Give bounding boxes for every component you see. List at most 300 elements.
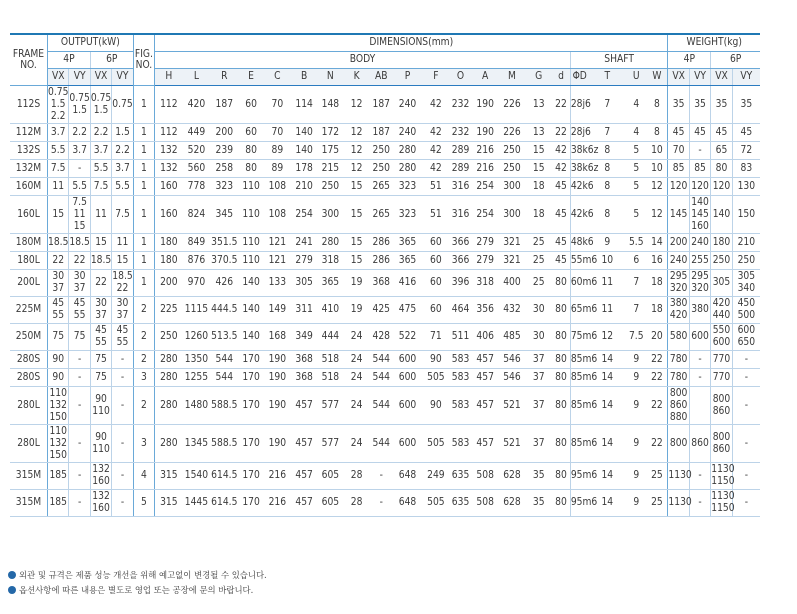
fig-no-cell: 1 (133, 86, 154, 124)
body-a-cell: 254 (472, 196, 499, 234)
weight-4p-vx-cell: 295 320 (668, 270, 689, 297)
body-d-cell: 22 (552, 124, 570, 142)
body-n-cell: 577 (318, 387, 344, 425)
body-b-cell: 311 (291, 297, 318, 324)
fig-no-cell: 1 (133, 178, 154, 196)
body-l-cell: 1480 (183, 387, 211, 425)
weight-6p-vy-cell: - (732, 425, 760, 463)
weight-6p-vx-cell: 140 (711, 196, 732, 234)
body-o-cell: 316 (449, 196, 472, 234)
body-m-cell: 546 (499, 369, 526, 387)
output-6p-vy-cell: 11 (112, 234, 133, 252)
output-6p-vx-cell: 75 (90, 351, 111, 369)
body-l-cell: 560 (183, 160, 211, 178)
body-h-cell: 112 (155, 124, 183, 142)
weight-6p-vy-cell: - (732, 463, 760, 490)
output-6p-vx-cell: 75 (90, 369, 111, 387)
body-r-cell: 426 (210, 270, 238, 297)
output-4p-vx-cell: 5.5 (48, 142, 69, 160)
frame-no-cell: 160M (10, 178, 48, 196)
fig-no-cell: 3 (133, 425, 154, 463)
fig-no-cell: 1 (133, 124, 154, 142)
body-k-cell: 24 (343, 324, 370, 351)
weight-6p-vx-cell: 45 (711, 124, 732, 142)
body-ab-cell: 428 (370, 324, 393, 351)
body-n-cell: 280 (318, 234, 344, 252)
body-n-cell: 605 (318, 463, 344, 490)
output-6p-vy-cell: - (112, 490, 133, 517)
body-m-cell: 300 (499, 196, 526, 234)
weight-4p-vy-cell: - (689, 369, 710, 387)
weight-6p-vy-cell: 450 500 (732, 297, 760, 324)
body-f-cell: 42 (423, 160, 450, 178)
body-n-cell: 444 (318, 324, 344, 351)
fig-no-header: FIG. NO. (133, 34, 154, 86)
body-d-cell: 80 (552, 270, 570, 297)
output-6p-vy-cell: - (112, 387, 133, 425)
body-n-cell: 175 (318, 142, 344, 160)
col-header-weight-6p-vx: VX (711, 69, 732, 86)
weight-6p-vy-cell: - (732, 351, 760, 369)
body-d-cell: 80 (552, 425, 570, 463)
output-6p-vx-cell: 11 (90, 196, 111, 234)
output-4p-vy-cell: - (69, 351, 90, 369)
body-d-cell: 80 (552, 463, 570, 490)
output-6p-vx-cell: 132 160 (90, 490, 111, 517)
body-e-cell: 140 (238, 297, 264, 324)
weight-4p-vy-cell: 255 (689, 252, 710, 270)
weight-4p-vy-cell: 120 (689, 178, 710, 196)
body-e-cell: 170 (238, 351, 264, 369)
output-4p-vy-cell: - (69, 490, 90, 517)
table-row (10, 124, 785, 142)
body-m-cell: 321 (499, 252, 526, 270)
weight-6p-header: 6P (711, 52, 760, 69)
body-h-cell: 280 (155, 425, 183, 463)
shaft-t-cell: 14 (589, 490, 627, 517)
body-e-cell: 80 (238, 160, 264, 178)
shaft-t-cell: 14 (589, 351, 627, 369)
output-4p-vx-cell: 185 (48, 490, 69, 517)
body-o-cell: 232 (449, 124, 472, 142)
shaft-t-cell: 10 (589, 252, 627, 270)
body-c-cell: 190 (264, 425, 291, 463)
output-4p-vy-cell: - (69, 463, 90, 490)
table-row (10, 160, 785, 178)
body-h-cell: 200 (155, 270, 183, 297)
body-r-cell: 370.5 (210, 252, 238, 270)
body-e-cell: 170 (238, 463, 264, 490)
output-6p-vx-cell: 15 (90, 234, 111, 252)
body-k-cell: 24 (343, 351, 370, 369)
fig-no-cell: 2 (133, 324, 154, 351)
body-m-cell: 321 (499, 234, 526, 252)
shaft-t-cell: 11 (589, 297, 627, 324)
body-r-cell: 200 (210, 124, 238, 142)
output-4p-vx-cell: 45 55 (48, 297, 69, 324)
body-b-cell: 254 (291, 196, 318, 234)
body-ab-cell: 544 (370, 369, 393, 387)
body-r-cell: 323 (210, 178, 238, 196)
body-ab-cell: 368 (370, 270, 393, 297)
shaft-t-cell: 8 (589, 196, 627, 234)
output-6p-vy-cell: 1.5 (112, 124, 133, 142)
body-ab-cell: 544 (370, 387, 393, 425)
fig-no-cell: 2 (133, 297, 154, 324)
body-b-cell: 305 (291, 270, 318, 297)
body-r-cell: 513.5 (210, 324, 238, 351)
body-b-cell: 457 (291, 490, 318, 517)
body-n-cell: 577 (318, 425, 344, 463)
body-n-cell: 172 (318, 124, 344, 142)
body-a-cell: 457 (472, 425, 499, 463)
weight-6p-vx-cell: 1130 1150 (711, 463, 732, 490)
body-r-cell: 544 (210, 369, 238, 387)
shaft-u-cell: 6 (626, 252, 646, 270)
fig-no-cell: 1 (133, 142, 154, 160)
footnote-2: 옵션사항에 따른 내용은 별도로 영업 또는 공장에 문의 바랍니다. (8, 583, 267, 598)
body-l-cell: 1350 (183, 351, 211, 369)
weight-6p-vx-cell: 180 (711, 234, 732, 252)
shaft-d-cell: 55m6 (570, 252, 588, 270)
body-a-cell: 356 (472, 297, 499, 324)
shaft-d-cell: 42k6 (570, 178, 588, 196)
col-header-body-e: E (238, 69, 264, 86)
output-6p-vy-cell: 5.5 (112, 178, 133, 196)
frame-no-cell: 225M (10, 297, 48, 324)
body-f-cell: 505 (423, 369, 450, 387)
body-h-cell: 315 (155, 490, 183, 517)
body-l-cell: 520 (183, 142, 211, 160)
body-h-cell: 225 (155, 297, 183, 324)
weight-4p-vx-cell: 70 (668, 142, 689, 160)
output-4p-vx-cell: 15 (48, 196, 69, 234)
body-g-cell: 18 (525, 178, 552, 196)
body-b-cell: 368 (291, 369, 318, 387)
body-g-cell: 15 (525, 160, 552, 178)
body-o-cell: 635 (449, 490, 472, 517)
body-c-cell: 89 (264, 160, 291, 178)
shaft-d-cell: 38k6z (570, 160, 588, 178)
shaft-u-cell: 9 (626, 387, 646, 425)
output-4p-vy-cell: 18.5 (69, 234, 90, 252)
body-l-cell: 970 (183, 270, 211, 297)
shaft-w-cell: 14 (646, 234, 667, 252)
output-6p-vx-cell: 2.2 (90, 124, 111, 142)
output-4p-vy-cell: - (69, 160, 90, 178)
shaft-u-cell: 7 (626, 297, 646, 324)
body-header: BODY (155, 52, 571, 69)
body-e-cell: 170 (238, 490, 264, 517)
shaft-t-cell: 9 (589, 234, 627, 252)
weight-4p-vx-cell: 1130 (668, 490, 689, 517)
body-r-cell: 444.5 (210, 297, 238, 324)
col-header-body-g: G (525, 69, 552, 86)
fig-no-cell: 3 (133, 369, 154, 387)
body-l-cell: 1540 (183, 463, 211, 490)
shaft-u-cell: 9 (626, 490, 646, 517)
fig-no-cell: 2 (133, 387, 154, 425)
body-p-cell: 280 (393, 160, 423, 178)
col-header-shaft-w: W (646, 69, 667, 86)
body-c-cell: 70 (264, 124, 291, 142)
output-6p-vx-cell: 30 37 (90, 297, 111, 324)
col-header-body-d: d (552, 69, 570, 86)
body-k-cell: 12 (343, 142, 370, 160)
body-b-cell: 241 (291, 234, 318, 252)
body-p-cell: 416 (393, 270, 423, 297)
shaft-d-cell: 38k6z (570, 142, 588, 160)
body-r-cell: 239 (210, 142, 238, 160)
fig-no-cell: 1 (133, 160, 154, 178)
table-row (10, 351, 785, 369)
shaft-d-cell: 65m6 (570, 297, 588, 324)
col-header-weight-6p-vy: VY (732, 69, 760, 86)
body-n-cell: 215 (318, 160, 344, 178)
frame-no-cell: 132M (10, 160, 48, 178)
shaft-u-cell: 7 (626, 270, 646, 297)
shaft-w-cell: 8 (646, 86, 667, 124)
shaft-u-cell: 9 (626, 463, 646, 490)
body-f-cell: 51 (423, 196, 450, 234)
col-header-body-c: C (264, 69, 291, 86)
body-r-cell: 187 (210, 86, 238, 124)
footnotes (8, 568, 267, 598)
body-c-cell: 70 (264, 86, 291, 124)
body-h-cell: 280 (155, 387, 183, 425)
weight-header: WEIGHT(kg) (668, 34, 760, 52)
body-l-cell: 1115 (183, 297, 211, 324)
table-row (10, 234, 785, 252)
fig-no-cell: 1 (133, 196, 154, 234)
output-4p-vy-cell: 30 37 (69, 270, 90, 297)
weight-4p-vx-cell: 120 (668, 178, 689, 196)
weight-6p-vx-cell: 1130 1150 (711, 490, 732, 517)
body-r-cell: 614.5 (210, 490, 238, 517)
shaft-d-cell: 85m6 (570, 351, 588, 369)
body-a-cell: 318 (472, 270, 499, 297)
output-6p-vy-cell: 18.5 22 (112, 270, 133, 297)
body-h-cell: 132 (155, 142, 183, 160)
body-g-cell: 37 (525, 369, 552, 387)
body-k-cell: 15 (343, 178, 370, 196)
body-f-cell: 249 (423, 463, 450, 490)
shaft-w-cell: 10 (646, 142, 667, 160)
weight-4p-header: 4P (668, 52, 711, 69)
output-6p-vx-cell: 22 (90, 270, 111, 297)
body-p-cell: 475 (393, 297, 423, 324)
output-6p-vx-cell: 7.5 (90, 178, 111, 196)
output-4p-header: 4P (48, 52, 91, 69)
col-header-shaft-d: ΦD (570, 69, 588, 86)
body-c-cell: 121 (264, 234, 291, 252)
weight-4p-vx-cell: 580 (668, 324, 689, 351)
body-ab-cell: - (370, 463, 393, 490)
col-header-body-n: N (318, 69, 344, 86)
shaft-w-cell: 20 (646, 324, 667, 351)
weight-6p-vy-cell: 210 (732, 234, 760, 252)
body-g-cell: 37 (525, 425, 552, 463)
weight-6p-vx-cell: 770 (711, 351, 732, 369)
body-m-cell: 226 (499, 124, 526, 142)
body-o-cell: 289 (449, 160, 472, 178)
body-k-cell: 19 (343, 270, 370, 297)
weight-6p-vx-cell: 120 (711, 178, 732, 196)
shaft-w-cell: 25 (646, 463, 667, 490)
col-header-body-l: L (183, 69, 211, 86)
weight-4p-vy-cell: - (689, 463, 710, 490)
body-d-cell: 45 (552, 234, 570, 252)
weight-6p-vy-cell: 83 (732, 160, 760, 178)
shaft-d-cell: 28j6 (570, 86, 588, 124)
body-ab-cell: 250 (370, 142, 393, 160)
fig-no-cell: 1 (133, 234, 154, 252)
shaft-w-cell: 22 (646, 425, 667, 463)
output-6p-vy-cell: 30 37 (112, 297, 133, 324)
shaft-d-cell: 28j6 (570, 124, 588, 142)
body-g-cell: 13 (525, 124, 552, 142)
spec-table-container (10, 33, 785, 517)
body-l-cell: 824 (183, 196, 211, 234)
body-f-cell: 505 (423, 425, 450, 463)
table-row (10, 369, 785, 387)
shaft-d-cell: 85m6 (570, 369, 588, 387)
body-h-cell: 280 (155, 369, 183, 387)
bullet-icon (8, 571, 16, 579)
weight-4p-vy-cell: - (689, 142, 710, 160)
motor-dimensions-table (10, 33, 785, 517)
body-c-cell: 216 (264, 490, 291, 517)
shaft-w-cell: 16 (646, 252, 667, 270)
output-4p-vx-cell: 90 (48, 369, 69, 387)
body-m-cell: 226 (499, 86, 526, 124)
body-p-cell: 600 (393, 387, 423, 425)
body-h-cell: 112 (155, 86, 183, 124)
shaft-t-cell: 14 (589, 463, 627, 490)
body-c-cell: 108 (264, 178, 291, 196)
shaft-w-cell: 18 (646, 270, 667, 297)
body-o-cell: 396 (449, 270, 472, 297)
body-g-cell: 37 (525, 387, 552, 425)
shaft-t-cell: 7 (589, 124, 627, 142)
col-header-output-4p-vx: VX (48, 69, 69, 86)
body-m-cell: 300 (499, 178, 526, 196)
body-b-cell: 279 (291, 252, 318, 270)
body-e-cell: 170 (238, 425, 264, 463)
weight-6p-vx-cell: 80 (711, 160, 732, 178)
body-g-cell: 25 (525, 270, 552, 297)
body-n-cell: 365 (318, 270, 344, 297)
weight-6p-vx-cell: 35 (711, 86, 732, 124)
body-c-cell: 168 (264, 324, 291, 351)
shaft-w-cell: 8 (646, 124, 667, 142)
output-4p-vx-cell: 22 (48, 252, 69, 270)
body-c-cell: 190 (264, 387, 291, 425)
output-4p-vy-cell: 0.75 1.5 (69, 86, 90, 124)
table-row (10, 463, 785, 490)
body-ab-cell: 425 (370, 297, 393, 324)
body-h-cell: 315 (155, 463, 183, 490)
body-h-cell: 180 (155, 252, 183, 270)
weight-4p-vy-cell (689, 387, 710, 425)
weight-4p-vx-cell: 45 (668, 124, 689, 142)
col-header-weight-4p-vy: VY (689, 69, 710, 86)
body-g-cell: 30 (525, 297, 552, 324)
body-b-cell: 210 (291, 178, 318, 196)
weight-4p-vy-cell: - (689, 490, 710, 517)
body-f-cell: 60 (423, 252, 450, 270)
output-4p-vy-cell: 3.7 (69, 142, 90, 160)
col-header-shaft-u: U (626, 69, 646, 86)
body-e-cell: 60 (238, 124, 264, 142)
weight-4p-vx-cell: 1130 (668, 463, 689, 490)
body-f-cell: 60 (423, 297, 450, 324)
body-p-cell: 240 (393, 86, 423, 124)
body-r-cell: 544 (210, 351, 238, 369)
body-e-cell: 80 (238, 142, 264, 160)
shaft-d-cell: 42k6 (570, 196, 588, 234)
body-m-cell: 546 (499, 351, 526, 369)
weight-6p-vy-cell: - (732, 490, 760, 517)
table-row (10, 270, 785, 297)
body-m-cell: 521 (499, 387, 526, 425)
body-p-cell: 600 (393, 369, 423, 387)
frame-no-cell: 132S (10, 142, 48, 160)
weight-4p-vx-cell: 35 (668, 86, 689, 124)
body-g-cell: 15 (525, 142, 552, 160)
body-o-cell: 464 (449, 297, 472, 324)
body-a-cell: 279 (472, 252, 499, 270)
body-p-cell: 365 (393, 252, 423, 270)
shaft-w-cell: 12 (646, 178, 667, 196)
body-r-cell: 588.5 (210, 425, 238, 463)
body-d-cell: 45 (552, 252, 570, 270)
col-header-body-b: B (291, 69, 318, 86)
weight-6p-vy-cell: 150 (732, 196, 760, 234)
output-6p-vx-cell: 90 110 (90, 387, 111, 425)
weight-6p-vx-cell: 550 600 (711, 324, 732, 351)
body-b-cell: 368 (291, 351, 318, 369)
frame-no-cell: 315M (10, 463, 48, 490)
output-header: OUTPUT(kW) (48, 34, 134, 52)
table-row (10, 252, 785, 270)
dimensions-header: DIMENSIONS(mm) (155, 34, 668, 52)
output-6p-vy-cell: 0.75 (112, 86, 133, 124)
body-f-cell: 42 (423, 124, 450, 142)
body-a-cell: 508 (472, 463, 499, 490)
body-g-cell: 37 (525, 351, 552, 369)
body-f-cell: 505 (423, 490, 450, 517)
output-6p-vx-cell: 132 160 (90, 463, 111, 490)
body-h-cell: 132 (155, 160, 183, 178)
body-g-cell: 25 (525, 252, 552, 270)
frame-no-cell: 280L (10, 387, 48, 425)
body-n-cell: 605 (318, 490, 344, 517)
output-4p-vx-cell: 18.5 (48, 234, 69, 252)
body-g-cell: 25 (525, 234, 552, 252)
body-f-cell: 71 (423, 324, 450, 351)
body-h-cell: 250 (155, 324, 183, 351)
body-k-cell: 15 (343, 234, 370, 252)
output-4p-vx-cell: 110 132 150 (49, 425, 67, 461)
body-n-cell: 300 (318, 196, 344, 234)
shaft-t-cell: 12 (589, 324, 627, 351)
body-o-cell: 583 (449, 425, 472, 463)
weight-4p-vx-cell: 380 420 (668, 297, 689, 324)
body-k-cell: 28 (343, 463, 370, 490)
shaft-d-cell: 95m6 (570, 463, 588, 490)
shaft-t-cell: 8 (589, 160, 627, 178)
